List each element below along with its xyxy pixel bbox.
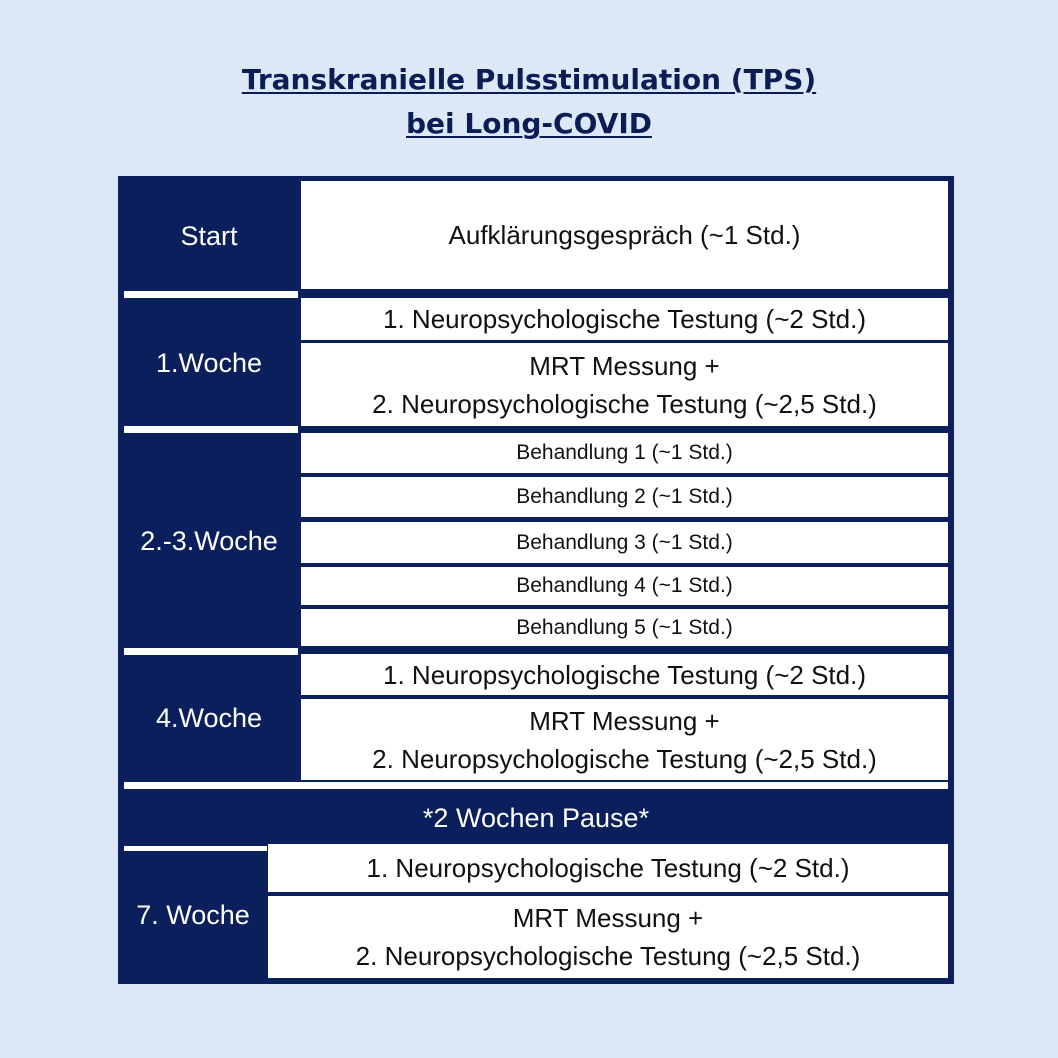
cell-week1-testing: 1. Neuropsychologische Testung (~2 Std.) (301, 298, 948, 340)
separator (124, 426, 298, 433)
cell-week1-mrt-line1: MRT Messung + (529, 350, 720, 381)
row-label-week4: 4.Woche (155, 702, 263, 733)
separator (124, 782, 948, 789)
page-title (0, 58, 1058, 146)
cell-week1-mrt-line2: 2. Neuropsychologische Testung (~2,5 Std.) (372, 388, 877, 419)
cell-week4-mrt-line1: MRT Messung + (529, 705, 720, 736)
cell-week4-mrt-line2: 2. Neuropsychologische Testung (~2,5 Std.) (372, 743, 877, 774)
cell-week4-mrt (301, 699, 948, 780)
row-label-week23: 2.-3.Woche (140, 525, 278, 556)
cell-week7-testing: 1. Neuropsychologische Testung (~2 Std.) (268, 844, 948, 892)
title-line-2: bei Long-COVID (406, 107, 652, 140)
pause-banner: *2 Wochen Pause* (422, 802, 650, 833)
cell-week7-mrt-line1: MRT Messung + (512, 903, 704, 933)
cell-treatment-5: Behandlung 5 (~1 Std.) (301, 609, 948, 646)
title-line-1: Transkranielle Pulsstimulation (TPS) (241, 63, 817, 96)
cell-week1-mrt (301, 343, 948, 426)
cell-treatment-3: Behandlung 3 (~1 Std.) (301, 522, 948, 563)
schedule-table (118, 176, 954, 984)
separator (124, 291, 298, 298)
cell-week7-mrt-line2: 2. Neuropsychologische Testung (~2,5 Std.) (355, 941, 861, 971)
cell-treatment-1: Behandlung 1 (~1 Std.) (301, 433, 948, 473)
row-label-week1: 1.Woche (155, 347, 263, 378)
cell-treatment-2: Behandlung 2 (~1 Std.) (301, 477, 948, 517)
cell-start-item: Aufklärungsgespräch (~1 Std.) (301, 181, 948, 289)
separator (124, 846, 267, 851)
row-label-week7: 7. Woche (136, 899, 250, 930)
cell-week7-mrt (268, 896, 948, 978)
cell-week4-testing: 1. Neuropsychologische Testung (~2 Std.) (301, 654, 948, 695)
cell-treatment-4: Behandlung 4 (~1 Std.) (301, 567, 948, 605)
row-label-start: Start (180, 220, 238, 251)
